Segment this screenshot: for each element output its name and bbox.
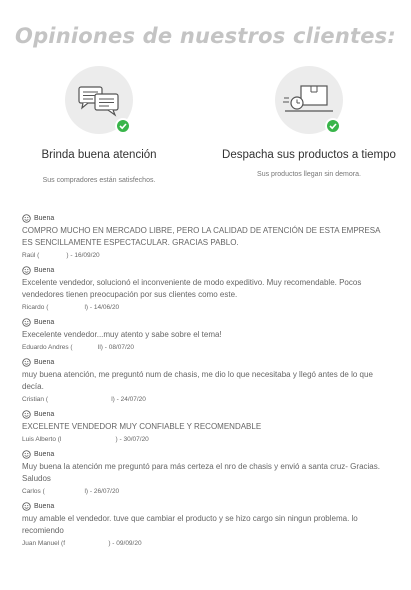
review-rating — [22, 448, 392, 460]
review-comment: COMPRO MUCHO EN MERCADO LIBRE, PERO LA CALIDAD DE ATENCIÓN DE ESTA EMPRESA ES SENCILLAMENTE ESPECTACULAR. GRACIAS PABLO. — [22, 226, 380, 247]
smiley-icon — [22, 358, 31, 367]
rating-label: Buena — [34, 450, 55, 458]
review-author: Juan Manuel (f ) - 09/09/20 — [22, 540, 142, 547]
review-item — [22, 264, 392, 311]
rating-label: Buena — [34, 266, 55, 274]
rating-label: Buena — [34, 358, 55, 366]
reviews-list — [22, 212, 392, 552]
smiley-icon — [22, 318, 31, 327]
review-author: Cristian ( l) - 24/07/20 — [22, 396, 146, 403]
review-author: Ricardo ( l) - 14/06/20 — [22, 304, 120, 311]
review-comment: muy amable el vendedor. tuve que cambiar el producto y se hizo cargo sin ningun problema. lo recomiendo — [22, 514, 358, 535]
review-comment: EXCELENTE VENDEDOR MUY CONFIABLE Y RECOMENDABLE — [22, 422, 262, 431]
feature-badge — [65, 66, 133, 134]
feature-subtitle: Sus productos llegan sin demora. — [257, 171, 361, 178]
review-author: Luis Alberto (l ) - 30/07/20 — [22, 436, 149, 443]
smiley-icon — [22, 502, 31, 511]
rating-label: Buena — [34, 502, 55, 510]
review-rating — [22, 500, 392, 512]
review-rating — [22, 212, 392, 224]
feature-title: Brinda buena atención — [41, 149, 157, 161]
smiley-icon — [22, 450, 31, 459]
review-item — [22, 500, 392, 547]
review-rating — [22, 356, 392, 368]
page-title: Opiniones de nuestros clientes: — [15, 24, 396, 48]
review-author: Eduardo Andres ( ll) - 08/07/20 — [22, 344, 135, 351]
smiley-icon — [22, 266, 31, 275]
rating-label: Buena — [34, 214, 55, 222]
feature-badge — [275, 66, 343, 134]
review-comment: Execelente vendedor...muy atento y sabe sobre el tema! — [22, 330, 222, 339]
review-author: Raúl ( ) - 16/09/20 — [22, 252, 100, 259]
smiley-icon — [22, 214, 31, 223]
review-comment: muy buena atención, me preguntó num de chasis, me dio lo que necesitaba y llegó antes de lo que decía. — [22, 370, 373, 391]
smiley-icon — [22, 410, 31, 419]
review-rating — [22, 408, 392, 420]
feature-on-time-delivery — [219, 66, 399, 178]
rating-label: Buena — [34, 410, 55, 418]
rating-label: Buena — [34, 318, 55, 326]
review-author: Carlos ( l) - 26/07/20 — [22, 488, 120, 495]
feature-subtitle: Sus compradores están satisfechos. — [42, 177, 156, 184]
review-rating — [22, 264, 392, 276]
feature-good-service — [9, 66, 189, 184]
review-item — [22, 356, 392, 403]
review-rating — [22, 316, 392, 328]
review-comment: Muy buena la atención me preguntó para más certeza el nro de chasis y envió a santa cruz- Gracias. Saludos — [22, 462, 380, 483]
review-item — [22, 448, 392, 495]
review-item — [22, 408, 392, 443]
check-icon — [325, 118, 341, 134]
check-icon — [115, 118, 131, 134]
review-item — [22, 316, 392, 351]
feature-title: Despacha sus productos a tiempo — [222, 149, 396, 161]
review-comment: Excelente vendedor, solucionó el inconveniente de modo expeditivo. Muy recomendable. Pocos vendedores tienen preocupación por sus clientes como este. — [22, 278, 362, 299]
review-item — [22, 212, 392, 259]
